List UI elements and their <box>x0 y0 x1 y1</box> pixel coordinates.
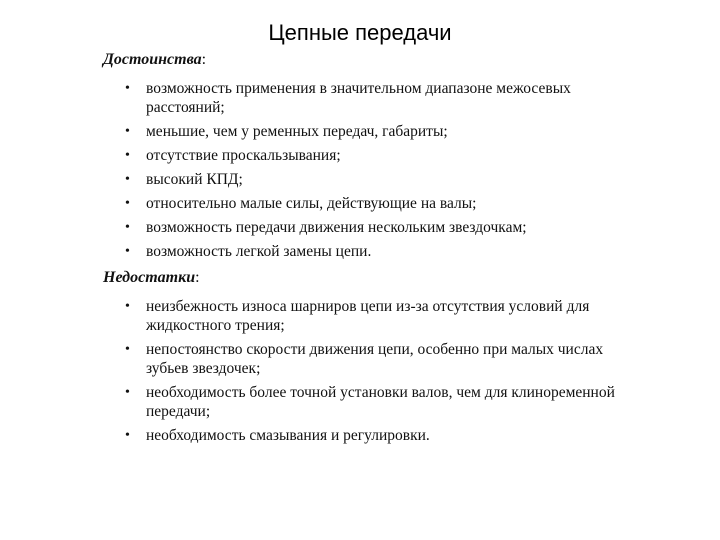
bullet-icon: • <box>125 124 130 139</box>
list-item <box>103 79 643 117</box>
advantages-heading-text: Достоинства <box>103 51 202 68</box>
list-item <box>103 170 643 189</box>
bullet-icon: • <box>125 342 130 357</box>
bullet-icon: • <box>125 196 130 211</box>
list-item-text: возможность передачи движения нескольким звездочкам; <box>146 219 527 236</box>
list-item-text: высокий КПД; <box>146 171 243 188</box>
slide-title: Цепные передачи <box>268 20 452 45</box>
list-item-text: необходимость смазывания и регулировки. <box>146 427 430 444</box>
bullet-icon: • <box>125 299 130 314</box>
advantages-section <box>103 50 643 266</box>
list-item <box>103 383 643 421</box>
advantages-heading: Достоинства: <box>103 51 207 68</box>
list-item <box>103 218 643 237</box>
list-item-text: меньшие, чем у ременных передач, габариты; <box>146 123 448 140</box>
list-item-text: возможность легкой замены цепи. <box>146 243 372 260</box>
disadvantages-heading-text: Недостатки <box>103 269 196 286</box>
list-item <box>103 340 643 378</box>
bullet-icon: • <box>125 148 130 163</box>
list-item-text: непостоянство скорости движения цепи, особенно при малых числах зубьев звездочек; <box>146 341 604 377</box>
list-item <box>103 242 643 261</box>
bullet-icon: • <box>125 172 130 187</box>
list-item <box>103 194 643 213</box>
list-item-text: неизбежность износа шарниров цепи из-за отсутствия условий для жидкостного трения; <box>146 298 590 334</box>
list-item <box>103 297 643 335</box>
bullet-icon: • <box>125 428 130 443</box>
list-item <box>103 426 643 445</box>
disadvantages-heading: Недостатки: <box>103 269 200 286</box>
bullet-icon: • <box>125 81 130 96</box>
list-item-text: относительно малые силы, действующие на валы; <box>146 195 477 212</box>
bullet-icon: • <box>125 385 130 400</box>
advantages-list <box>103 79 643 261</box>
list-item-text: отсутствие проскальзывания; <box>146 147 341 164</box>
list-item-text: возможность применения в значительном диапазоне межосевых расстояний; <box>146 80 571 116</box>
disadvantages-section <box>103 268 643 450</box>
disadvantages-list <box>103 297 643 445</box>
list-item <box>103 122 643 141</box>
bullet-icon: • <box>125 244 130 259</box>
list-item <box>103 146 643 165</box>
list-item-text: необходимость более точной установки валов, чем для клиноременной передачи; <box>146 384 615 420</box>
bullet-icon: • <box>125 220 130 235</box>
